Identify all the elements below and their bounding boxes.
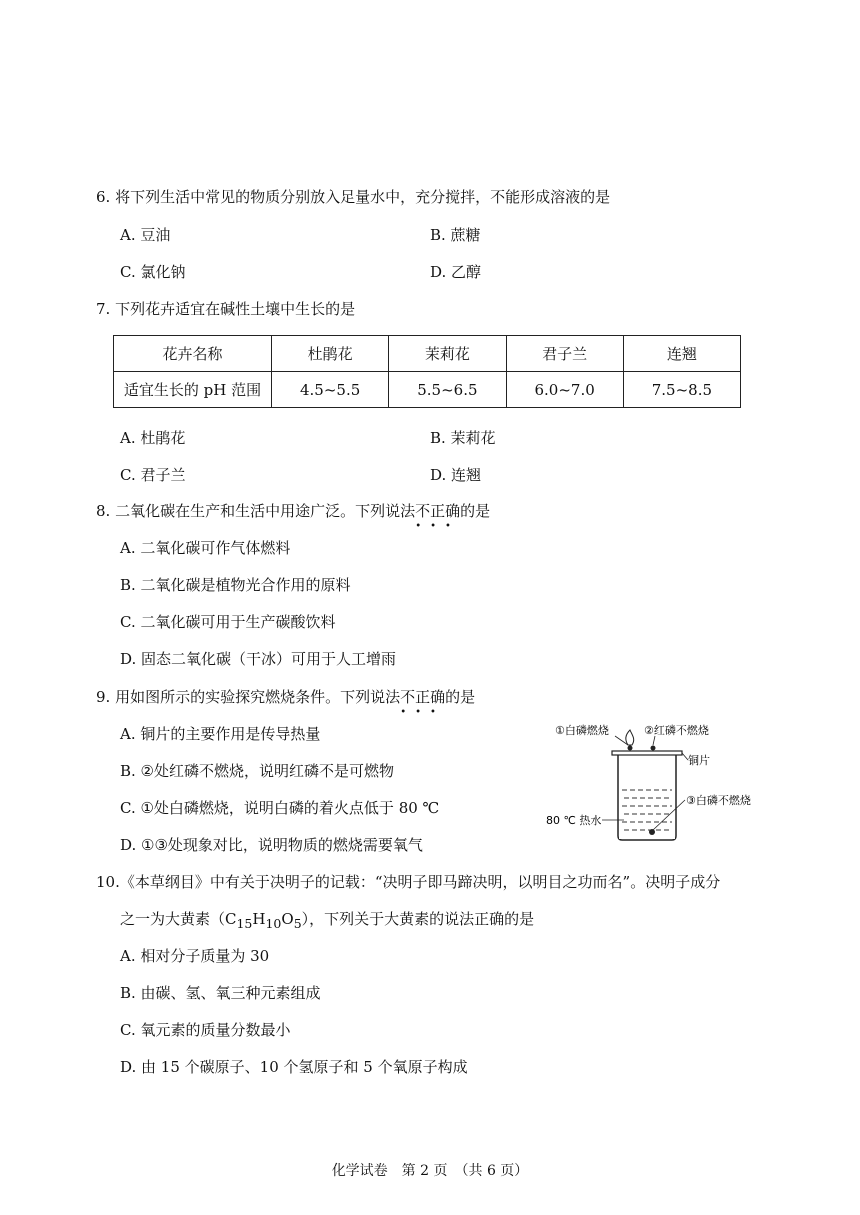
table-cell: 7.5~8.5 bbox=[623, 372, 740, 408]
q7-option-d: D. 连翘 bbox=[430, 466, 482, 484]
q10-option-a: A. 相对分子质量为 30 bbox=[120, 947, 270, 965]
page-footer: 化学试卷 第 2 页 （共 6 页） bbox=[331, 1163, 529, 1179]
label-white-phosphorus-burning: ①白磷燃烧 bbox=[555, 724, 609, 737]
question-10-stem-line2 bbox=[120, 908, 534, 931]
copper-sheet bbox=[612, 751, 682, 755]
red-phosphorus-dot bbox=[651, 746, 656, 751]
table-row bbox=[114, 372, 741, 408]
q9-option-c: C. ①处白磷燃烧，说明白磷的着火点低于 80 ℃ bbox=[120, 799, 440, 817]
label-white-phosphorus-underwater: ③白磷不燃烧 bbox=[686, 794, 751, 807]
combustion-experiment-figure bbox=[540, 718, 775, 848]
table-header-cell: 茉莉花 bbox=[389, 336, 506, 372]
q7-option-b: B. 茉莉花 bbox=[430, 429, 496, 447]
table-header-cell: 君子兰 bbox=[506, 336, 623, 372]
table-header-cell: 杜鹃花 bbox=[272, 336, 389, 372]
q6-option-c: C. 氯化钠 bbox=[120, 263, 186, 281]
question-8-stem bbox=[96, 500, 491, 532]
emphasis-text: 不正确 ••• bbox=[400, 688, 446, 718]
subscript: 10 bbox=[265, 916, 282, 931]
q8-stem-pre: 8. 二氧化碳在生产和生活中用途广泛。下列说法 bbox=[96, 502, 416, 520]
q9-option-b: B. ②处红磷不燃烧，说明红磷不是可燃物 bbox=[120, 762, 395, 780]
q8-option-b: B. 二氧化碳是植物光合作用的原料 bbox=[120, 576, 351, 594]
hot-water bbox=[619, 788, 675, 839]
underwater-phosphorus-dot bbox=[649, 829, 655, 835]
table-cell: 6.0~7.0 bbox=[506, 372, 623, 408]
label-hot-water: 80 ℃ 热水 bbox=[546, 814, 602, 827]
q6-option-a: A. 豆油 bbox=[120, 226, 171, 244]
subscript: 5 bbox=[293, 916, 302, 931]
q9-option-a: A. 铜片的主要作用是传导热量 bbox=[120, 725, 321, 743]
q10-stem-post: ），下列关于大黄素的说法正确的是 bbox=[301, 910, 535, 928]
q8-option-a: A. 二氧化碳可作气体燃料 bbox=[120, 539, 291, 557]
table-cell: 适宜生长的 pH 范围 bbox=[114, 372, 272, 408]
label-red-phosphorus-not-burning: ②红磷不燃烧 bbox=[644, 724, 709, 737]
q6-option-b: B. 蔗糖 bbox=[430, 226, 481, 244]
subscript: 15 bbox=[236, 916, 253, 931]
white-phosphorus-dot bbox=[628, 746, 633, 751]
q8-option-c: C. 二氧化碳可用于生产碳酸饮料 bbox=[120, 613, 336, 631]
q9-option-d: D. ①③处现象对比，说明物质的燃烧需要氧气 bbox=[120, 836, 423, 854]
question-9-stem bbox=[96, 686, 476, 718]
q10-option-d: D. 由 15 个碳原子、10 个氢原子和 5 个氧原子构成 bbox=[120, 1058, 468, 1076]
q8-stem-post: 的是 bbox=[460, 502, 491, 520]
label-copper-sheet: 铜片 bbox=[688, 754, 710, 767]
q9-stem-post: 的是 bbox=[445, 688, 476, 706]
table-cell: 4.5~5.5 bbox=[272, 372, 389, 408]
ph-range-table bbox=[113, 335, 741, 408]
table-cell: 5.5~6.5 bbox=[389, 372, 506, 408]
q7-option-c: C. 君子兰 bbox=[120, 466, 186, 484]
q9-stem-pre: 9. 用如图所示的实验探究燃烧条件。下列说法 bbox=[96, 688, 401, 706]
formula-h: H bbox=[252, 910, 266, 928]
q6-option-d: D. 乙醇 bbox=[430, 263, 482, 281]
flame-icon bbox=[626, 730, 634, 745]
table-row bbox=[114, 336, 741, 372]
emphasis-dots: ••• bbox=[400, 707, 445, 718]
q10-option-b: B. 由碳、氢、氧三种元素组成 bbox=[120, 984, 321, 1002]
q8-option-d: D. 固态二氧化碳（干冰）可用于人工增雨 bbox=[120, 650, 397, 668]
table-header-cell: 连翘 bbox=[623, 336, 740, 372]
q7-option-a: A. 杜鹃花 bbox=[120, 429, 186, 447]
q10-stem-pre: 之一为大黄素（C bbox=[120, 910, 237, 928]
question-7-stem: 7. 下列花卉适宜在碱性土壤中生长的是 bbox=[96, 300, 356, 318]
q10-option-c: C. 氧元素的质量分数最小 bbox=[120, 1021, 291, 1039]
table-header-cell: 花卉名称 bbox=[114, 336, 272, 372]
question-6-stem: 6. 将下列生活中常见的物质分别放入足量水中，充分搅拌，不能形成溶液的是 bbox=[96, 188, 611, 206]
formula-o: O bbox=[281, 910, 294, 928]
emphasis-text: 不正确 ••• bbox=[415, 502, 461, 532]
emphasis-dots: ••• bbox=[415, 521, 460, 532]
question-10-stem-line1: 10.《本草纲目》中有关于决明子的记载：“决明子即马蹄决明，以明目之功而名”。决明子成分 bbox=[96, 873, 721, 891]
